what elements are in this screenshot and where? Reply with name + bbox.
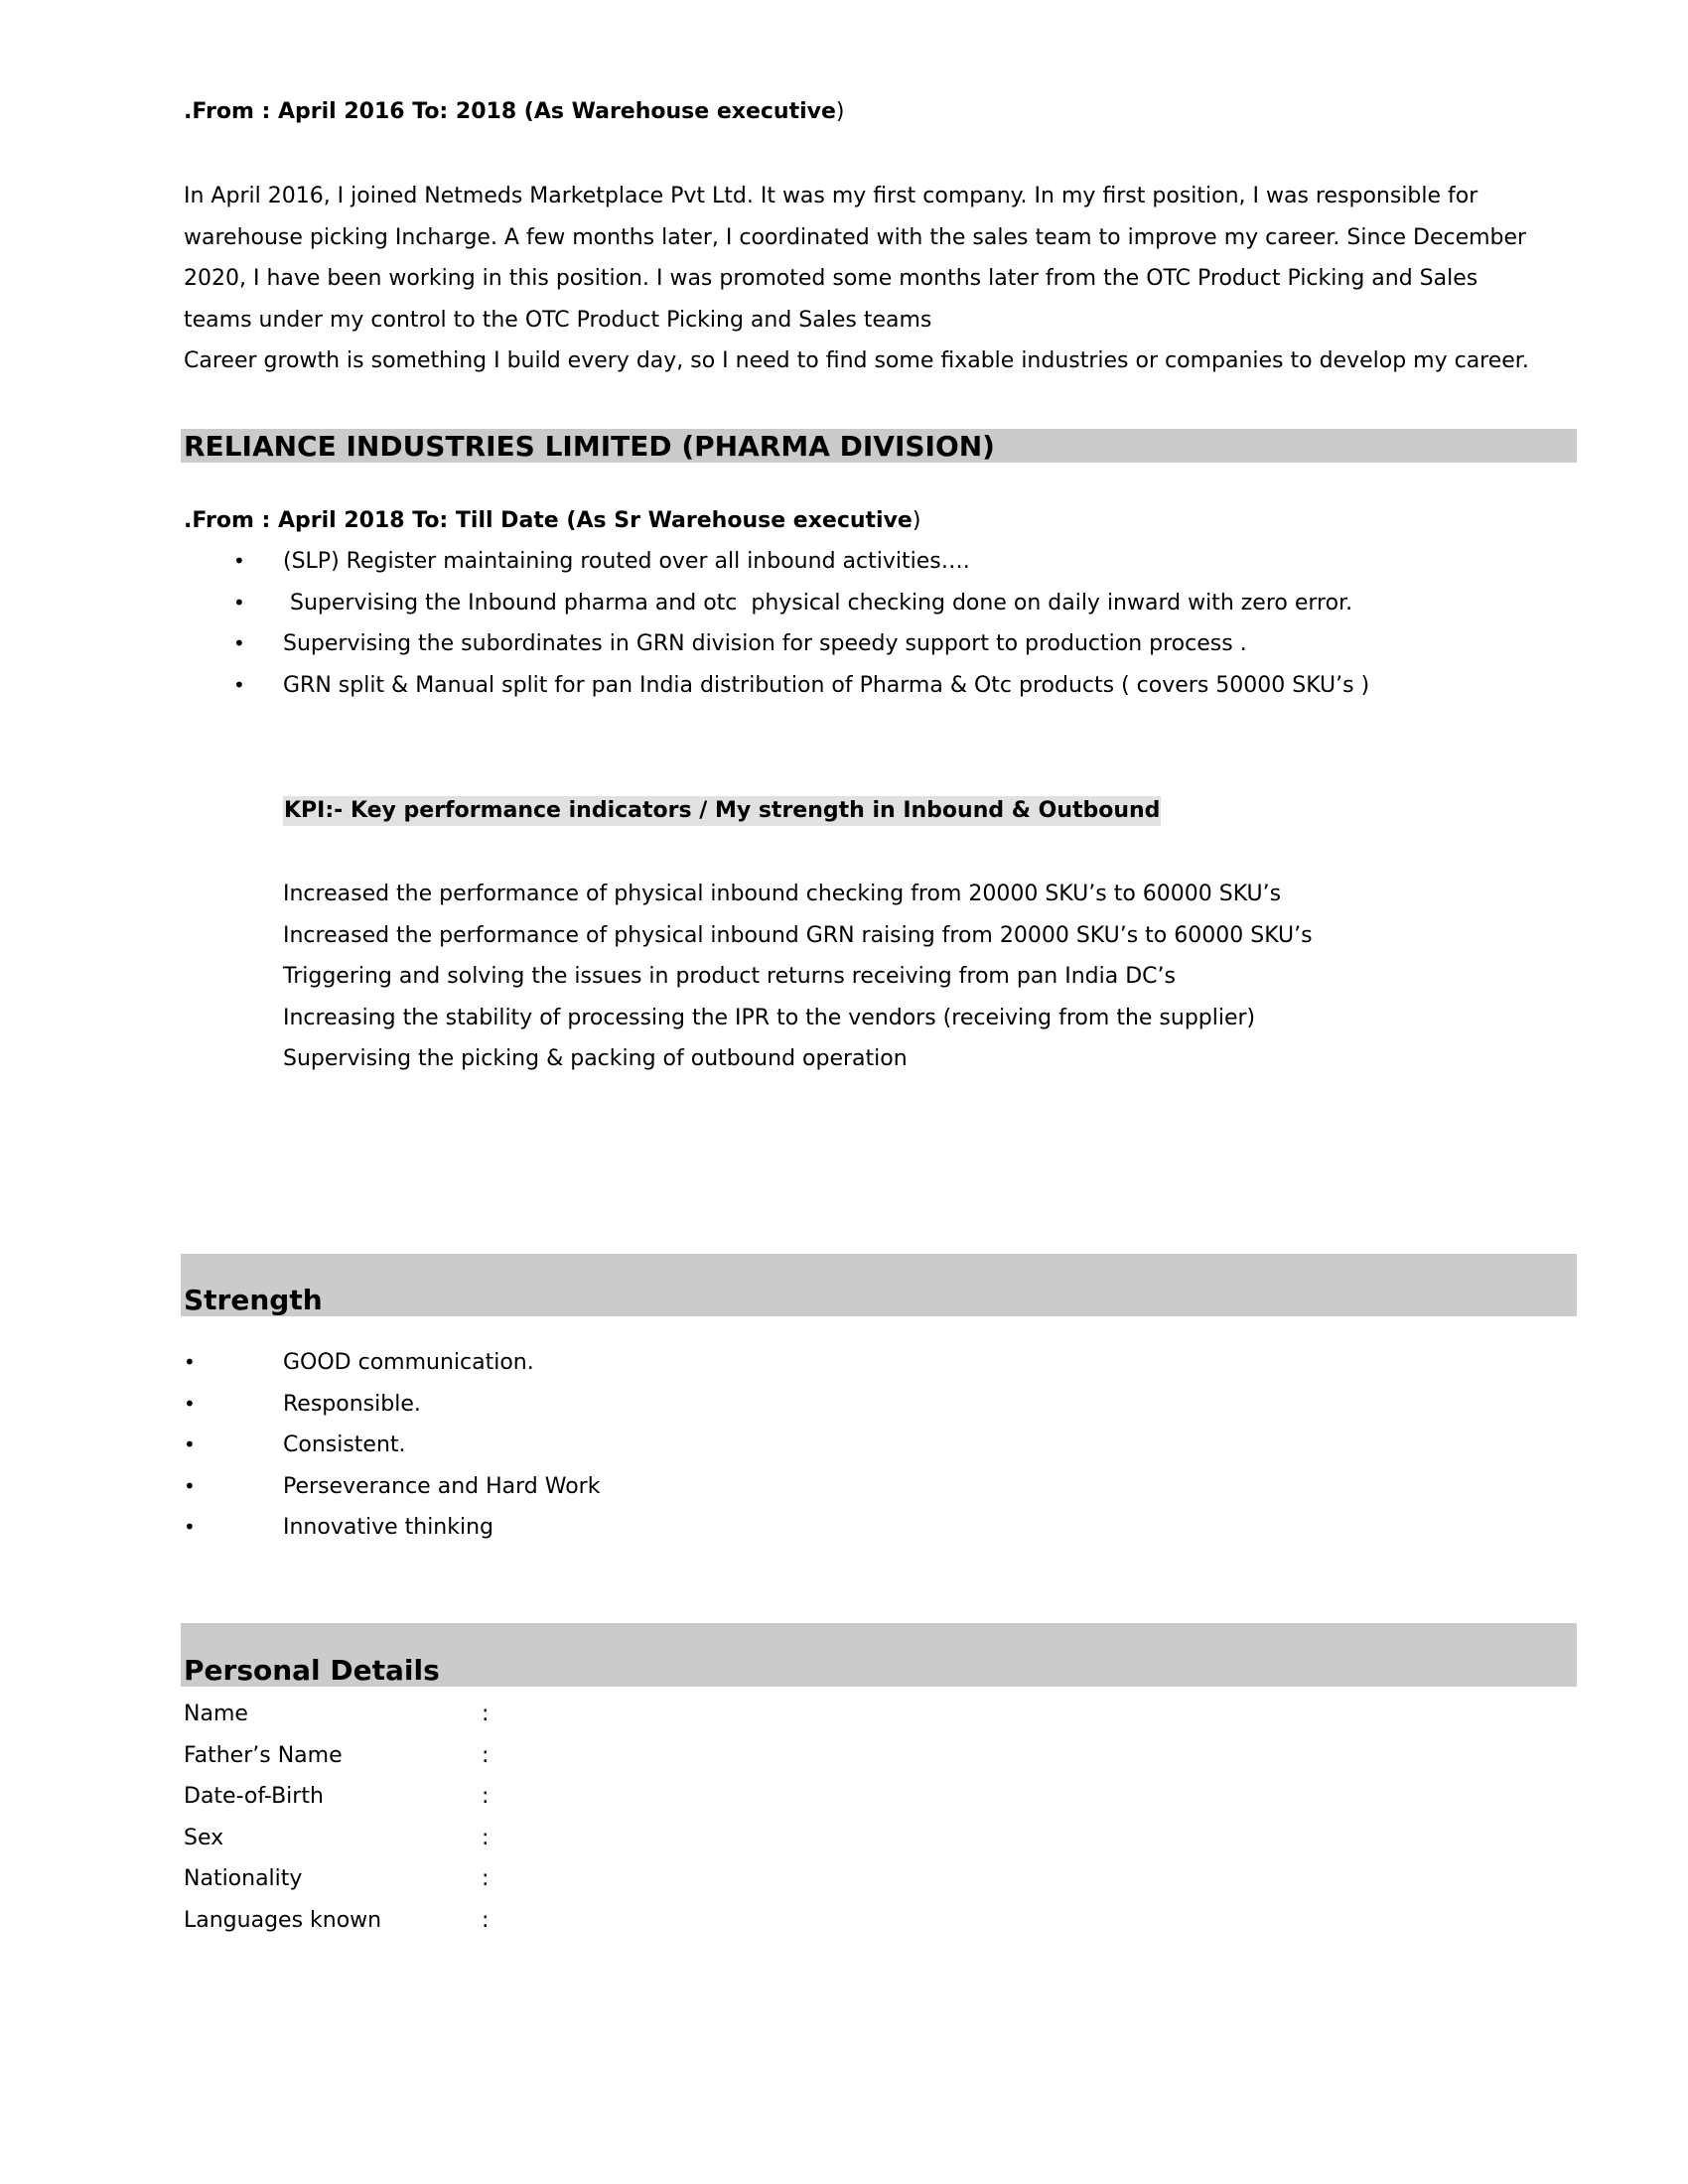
reliance-period-text: .From : April 2018 To: Till Date (As Sr Warehouse executive — [184, 508, 913, 533]
detail-label: Name — [184, 1702, 248, 1726]
strength-heading: Strength — [184, 1284, 323, 1316]
list-item — [233, 623, 1369, 665]
detail-separator: : — [482, 1825, 490, 1850]
netmeds-period — [184, 99, 844, 124]
bullet-icon: • — [184, 1473, 196, 1498]
detail-row-languages-known — [184, 1900, 511, 1942]
reliance-period — [184, 508, 920, 533]
netmeds-period-close: ) — [835, 99, 845, 124]
detail-label: Father’s Name — [184, 1742, 343, 1768]
kpi-item: Increasing the stability of processing the IPR to the vendors (receiving from the supplier) — [283, 1005, 1256, 1030]
reliance-heading: RELIANCE INDUSTRIES LIMITED (PHARMA DIVISION) — [184, 430, 995, 463]
bullet-icon: • — [233, 631, 245, 656]
reliance-period-close: ) — [912, 508, 921, 533]
personal-heading: Personal Details — [184, 1654, 440, 1687]
paragraph-line: Career growth is something I build every day, so I need to find some fixable industries or companies to develop my career. — [184, 348, 1529, 374]
detail-label: Languages known — [184, 1907, 382, 1933]
detail-label: Sex — [184, 1825, 224, 1850]
kpi-item: Increased the performance of physical inbound checking from 20000 SKU’s to 60000 SKU’s — [283, 882, 1282, 906]
list-item-text: GOOD communication. — [283, 1350, 534, 1375]
detail-label: Nationality — [184, 1866, 303, 1892]
paragraph-line: teams under my control to the OTC Product Picking and Sales teams — [184, 307, 932, 333]
list-item-text: GRN split & Manual split for pan India distribution of Pharma & Otc products ( covers 50000 SKU’s ) — [283, 672, 1370, 698]
kpi-item: Supervising the picking & packing of outbound operation — [283, 1046, 908, 1072]
detail-row-name — [184, 1694, 511, 1735]
reliance-heading-band — [181, 429, 1577, 463]
detail-separator: : — [482, 1702, 490, 1726]
bullet-icon: • — [233, 549, 245, 573]
list-item — [233, 541, 1369, 583]
list-item-text: Responsible. — [283, 1391, 421, 1417]
netmeds-period-text: .From : April 2016 To: 2018 (As Warehouse executive — [184, 99, 836, 124]
detail-separator: : — [482, 1907, 490, 1933]
bullet-icon: • — [184, 1391, 196, 1416]
paragraph-line: 2020, I have been working in this position. I was promoted some months later from the OTC Product Picking and Sales — [184, 266, 1478, 292]
kpi-title: KPI:- Key performance indicators / My strength in Inbound & Outbound — [283, 796, 1161, 826]
detail-separator: : — [482, 1742, 490, 1768]
netmeds-description — [184, 176, 1594, 382]
list-item-text: Supervising the subordinates in GRN division for speedy support to production process . — [283, 631, 1247, 657]
list-item — [233, 665, 1369, 707]
bullet-icon: • — [184, 1433, 196, 1457]
paragraph-line: warehouse picking Incharge. A few months later, I coordinated with the sales team to improve my career. Since December — [184, 224, 1527, 250]
detail-row-date-of-birth — [184, 1776, 511, 1818]
list-item-text: (SLP) Register maintaining routed over all inbound activities…. — [283, 549, 970, 574]
list-item-text: Innovative thinking — [283, 1515, 494, 1541]
reliance-responsibilities — [233, 541, 1369, 706]
kpi-item: Triggering and solving the issues in product returns receiving from pan India DC’s — [283, 964, 1176, 990]
detail-separator: : — [482, 1866, 490, 1892]
detail-row-sex — [184, 1818, 511, 1859]
list-item-text: Consistent. — [283, 1433, 406, 1458]
detail-label: Date-of-Birth — [184, 1784, 324, 1810]
list-item — [184, 1384, 600, 1426]
bullet-icon: • — [184, 1515, 196, 1540]
personal-heading-band — [181, 1623, 1577, 1687]
list-item — [184, 1507, 600, 1549]
list-item — [184, 1425, 600, 1466]
list-item — [233, 583, 1369, 624]
paragraph-line: In April 2016, I joined Netmeds Marketplace Pvt Ltd. It was my first company. In my first position, I was responsible for — [184, 184, 1478, 208]
strength-heading-band — [181, 1254, 1577, 1316]
list-item — [184, 1466, 600, 1508]
list-item-text: Perseverance and Hard Work — [283, 1473, 601, 1499]
detail-separator: : — [482, 1784, 490, 1810]
bullet-icon: • — [184, 1350, 196, 1374]
detail-row-nationality — [184, 1858, 511, 1900]
list-item-text: Supervising the Inbound pharma and otc physical checking done on daily inward with zero error. — [283, 590, 1353, 615]
personal-details-table — [184, 1694, 511, 1942]
detail-row-fathers-name — [184, 1735, 511, 1777]
bullet-icon: • — [233, 672, 245, 697]
strength-list — [184, 1342, 600, 1549]
kpi-list — [283, 874, 1313, 1080]
bullet-icon: • — [233, 590, 245, 614]
list-item — [184, 1342, 600, 1384]
kpi-item: Increased the performance of physical inbound GRN raising from 20000 SKU’s to 60000 SKU’s — [283, 922, 1313, 948]
